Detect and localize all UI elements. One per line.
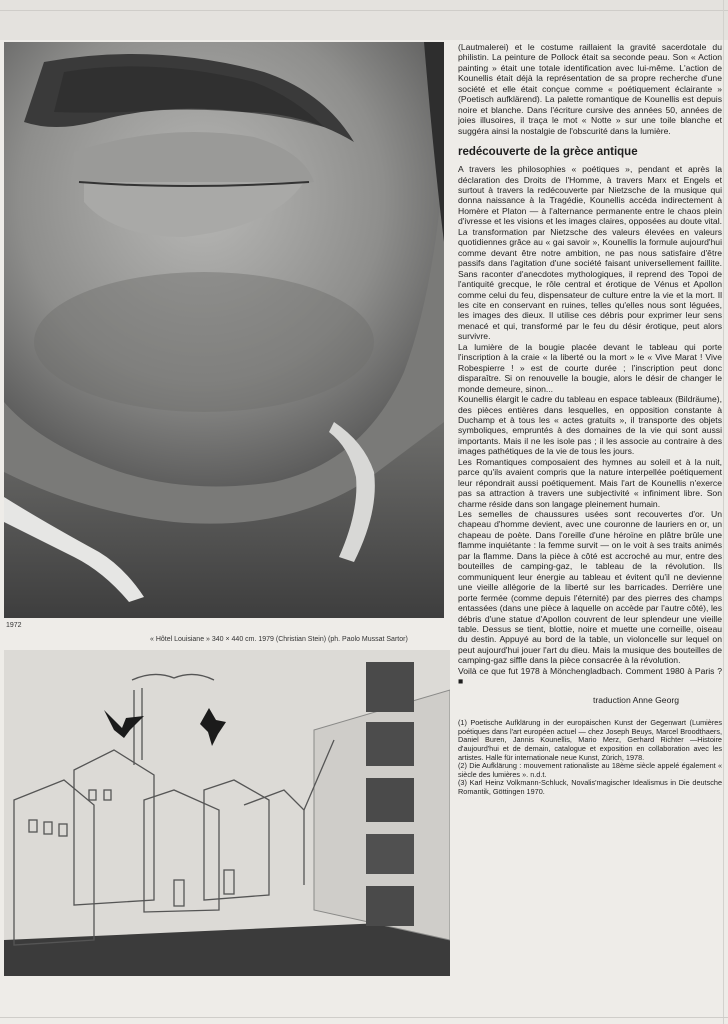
photo-caption: « Hôtel Louisiane » 340 × 440 cm. 1979 (Christian Stein) (ph. Paolo Mussat Sartor) xyxy=(150,636,408,643)
caption-year: 1972 xyxy=(6,622,22,629)
translator-credit: traduction Anne Georg xyxy=(593,694,679,705)
body-paragraph: Kounellis élargit le cadre du tableau en espace tableaux (Bildräume), des pièces entières dans lesquelles, en opposition constante à Duchamp et à tous les « actes gratuits », il transporte des objets symboliques, empruntés à des domaines de la vie qui sont aussi importants. Mais il ne les isole pas ; il les associe au contraire à des images pathétiques de la vie de tous les jours. xyxy=(458,394,722,457)
intro-paragraph: (Lautmalerei) et le costume raillaient la gravité sacerdotale du philistin. La peinture de Pollock était sa seconde peau. Son « Action painting » était une totale identification avec lui-même. L'action de Kounellis était déjà la représentation de sa propre recherche d'une société et elle était conçue comme « poétiquement éclairante » (Poetisch aufklärend). La palette romantique de Kounellis est depuis noire et blanche. Dans l'écriture cursive des années 50, années de joies illusoires, il traça le mot « Notte » sur une toile blanche et suggéra ainsi la nostalgie de l'obscurité dans la lumière. xyxy=(458,42,722,136)
footnote: (3) Karl Heinz Volkmann-Schluck, Novalis'magischer Idealismus in Die deutsche Romantik, Göttingen 1970. xyxy=(458,778,722,796)
page-edge xyxy=(723,0,724,1024)
body-paragraph: A travers les philosophies « poétiques », pendant et après la déclaration des Droits de l'Homme, à travers Marx et Engels et surtout à travers la redécouverte par Nietzsche de la musique qui donna naissance à la Tragédie, Kounellis accéda indirectement à Homère et Platon — à l'alternance permanente entre le chaos plein d'ivresse et les visions et les images claires, opposées au doute vital. La transformation par Nietzsche des valeurs élevées en valeurs quotidiennes grâce au « gai savoir », Kounellis la formule aujourd'hui comme devant être notre ambition, ne pas nous satisfaire d'être passifs dans l'agitation d'une société faisant universellement faillite. Sans raconter d'anecdotes mythologiques, il reprend des Topoi de l'antiquité grecque, le rôle central et érotique de Vénus et Apollon comme celui du feu, dispensateur de culture entre la vie et la mort. Il les cite en conservant en ruines, telles qu'elles nous sont léguées, les images des dieux. Il utilise ces débris pour exprimer leur sens menacé et qui, transformé par le feu du désir érotique, peut alors survivre. xyxy=(458,164,722,342)
footnote: (2) Die Aufklärung : mouvement rationaliste au 18ème siècle appelé également « siècle des lumières ». n.d.t. xyxy=(458,761,722,779)
section-heading: redécouverte de la grèce antique xyxy=(458,146,638,159)
footnote: (1) Poetische Aufklärung in der europäischen Kunst der Gegenwart (Lumières poétiques dans l'art européen actuel — chez Joseph Beuys, Marcel Broodthaers, Daniel Buren, Jannis Kounellis, Mario Merz, Gerhard Richter —Histoire d'aujourd'hui et de demain, catalogue et exposition en collaboration avec les artistes. Halle für internationale neue Kunst, Zürich, 1978. xyxy=(458,718,722,762)
footnotes xyxy=(458,719,722,796)
portrait-photo xyxy=(4,42,444,618)
page-edge-bottom xyxy=(0,1017,728,1018)
fold-line xyxy=(0,10,728,11)
top-margin xyxy=(0,0,728,40)
body-paragraph: La lumière de la bougie placée devant le tableau qui porte l'inscription à la craie « la liberté ou la mort » le « Vive Marat ! Vive Robespierre ! » est de courte durée ; l'inscription peut donc disparaître. Si on renouvelle la bougie, alors le désir de changer le monde demeure, sinon... xyxy=(458,341,722,394)
body-paragraph: Les Romantiques composaient des hymnes au soleil et à la nuit, parce qu'ils avaient compris que la nature interpellée poétiquement leur répondrait aussi poétiquement. Mais l'art de Kounellis n'exerce pas sa attraction à travers une subjectivité « infiniment libre. Son charme réside dans son langage pleinement humain. xyxy=(458,456,722,509)
installation-photo xyxy=(4,650,450,976)
body-paragraph: Les semelles de chaussures usées sont recouvertes d'or. Un chapeau d'homme devient, avec une couronne de lauriers en or, un chapeau de poète. Dans l'oreille d'une héroïne en plâtre brûle une flamme inquiétante : la femme survit — on le voit à ses traits animés par la flamme. Dans la pièce à côté est accroché au mur, entre des bouteilles de camping-gaz, le tableau de la révolution. Ils communiquent leur énergie au tableau et évitent qu'il ne devienne une vieille allégorie de la liberté sur les barricades. Derrière une porte fermée (comme depuis l'éternité) par des pierres des champs entassées (dans une pièce à laquelle on accède par l'autre côté), les débris d'une statue d'Apollon couvrent de leur splendeur une vieille table. Dessus se tient, blottie, noire et muette une corneille, oiseau du destin. Appuyé au bord de la table, un violoncelle sur lequel on peut aujourd'hui jouer l'art du dieu. Mais la musique des bouteilles de camping-gaz siffle dans la pièce consacrée à la révolution. xyxy=(458,509,722,666)
closing-paragraph: Voilà ce que fut 1978 à Mönchengladbach. Comment 1980 à Paris ? ■ xyxy=(458,665,722,687)
article-column xyxy=(458,42,722,797)
